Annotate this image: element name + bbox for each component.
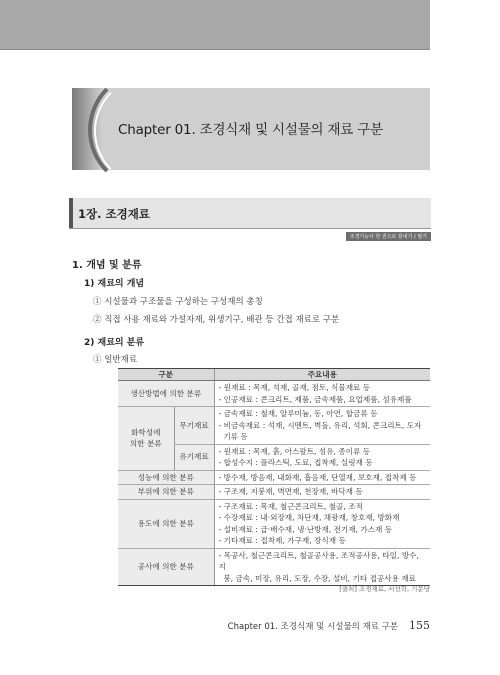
section-note: 조경기능사 한 권으로 끝내기 / 필기 [346,232,431,241]
top-header-band [0,0,430,50]
table-source: [출처] 조경재료, 서선학, 기문당 [339,585,430,593]
table-row [118,407,430,445]
footer-title: Chapter 01. 조경식재 및 시설물의 재료 구분 [227,622,399,632]
section-rule [69,228,431,229]
row-subcategory: 유기재료 [174,444,214,470]
row-category: 용도에 의한 분류 [118,499,214,548]
table-header-row [118,369,430,381]
row-content: - 방수재, 방음재, 내화재, 흡음재, 단열재, 보호재, 접착제 등 [214,470,430,485]
top-header-rule [0,49,430,50]
table-row [118,548,430,586]
header-content: 주요내용 [214,369,430,381]
row-content: - 원재료 : 목재, 흙, 아스팔트, 섬유, 종이류 등 - 합성수지 : 플라스틱, 도료, 접착제, 실링재 등 [214,444,430,470]
table-row [118,499,430,548]
heading-overview: 1. 개념 및 분류 [72,260,142,271]
row-category: 성능에 의한 분류 [118,470,214,485]
row-content: - 구조재료 : 목재, 철근콘크리트, 철골, 조적 - 수장재료 : 내·외장재, 차단재, 채광재, 창호재, 방화재 - 설비재료 : 급·배수재, 냉·난방재, 전기재, 가스재 등 - 기타재료 : 접착제, 가구재, 장식재 등 [214,499,430,548]
row-category: 화학성에 의한 분류 [118,407,174,471]
row-content: - 구조재, 지붕재, 벽면재, 천장재, 바닥재 등 [214,485,430,500]
table-row [118,485,430,500]
table-row [118,470,430,485]
chapter-title: Chapter 01. 조경식재 및 시설물의 재료 구분 [118,122,383,138]
concept-item-2: ② 직접 사용 재료와 가설자재, 위생기구, 배관 등 간접 재료로 구분 [93,315,340,325]
row-content: - 원재료 : 목재, 석재, 골재, 점토, 식물재료 등 - 인공재료 : 콘크리트, 제품, 금속제품, 요업제품, 섬유제품 [214,381,430,407]
page-number: 155 [409,619,430,632]
row-category: 공사에 의한 분류 [118,548,214,586]
row-category: 생산방법에 의한 분류 [118,381,214,407]
row-content: - 목공사, 철근콘크리트, 철골공사용, 조적공사용, 타일, 방수, 지 붕, 금속, 미장, 유리, 도장, 수장, 설비, 기타 접공사용 재료 [214,548,430,586]
row-content: - 금속재료 : 철재, 알루미늄, 동, 아연, 합금류 등 - 비금속재료 : 석재, 시멘트, 벽돌, 유리, 석회, 콘크리트, 도자 기류 등 [214,407,430,445]
header-category: 구분 [118,369,214,381]
row-category: 부위에 의한 분류 [118,485,214,500]
classification-table [118,368,430,586]
classification-item-1: ① 일반재료 [93,355,138,365]
page-footer [228,619,430,632]
row-subcategory: 무기재료 [174,407,214,445]
concept-item-1: ① 시설물과 구조물을 구성하는 구성재의 총칭 [93,297,263,307]
sub-heading-concept: 1) 재료의 개념 [84,279,145,289]
section-title: 1장. 조경재료 [78,207,150,221]
sub-heading-classification: 2) 재료의 분류 [84,338,145,348]
table-row [118,381,430,407]
